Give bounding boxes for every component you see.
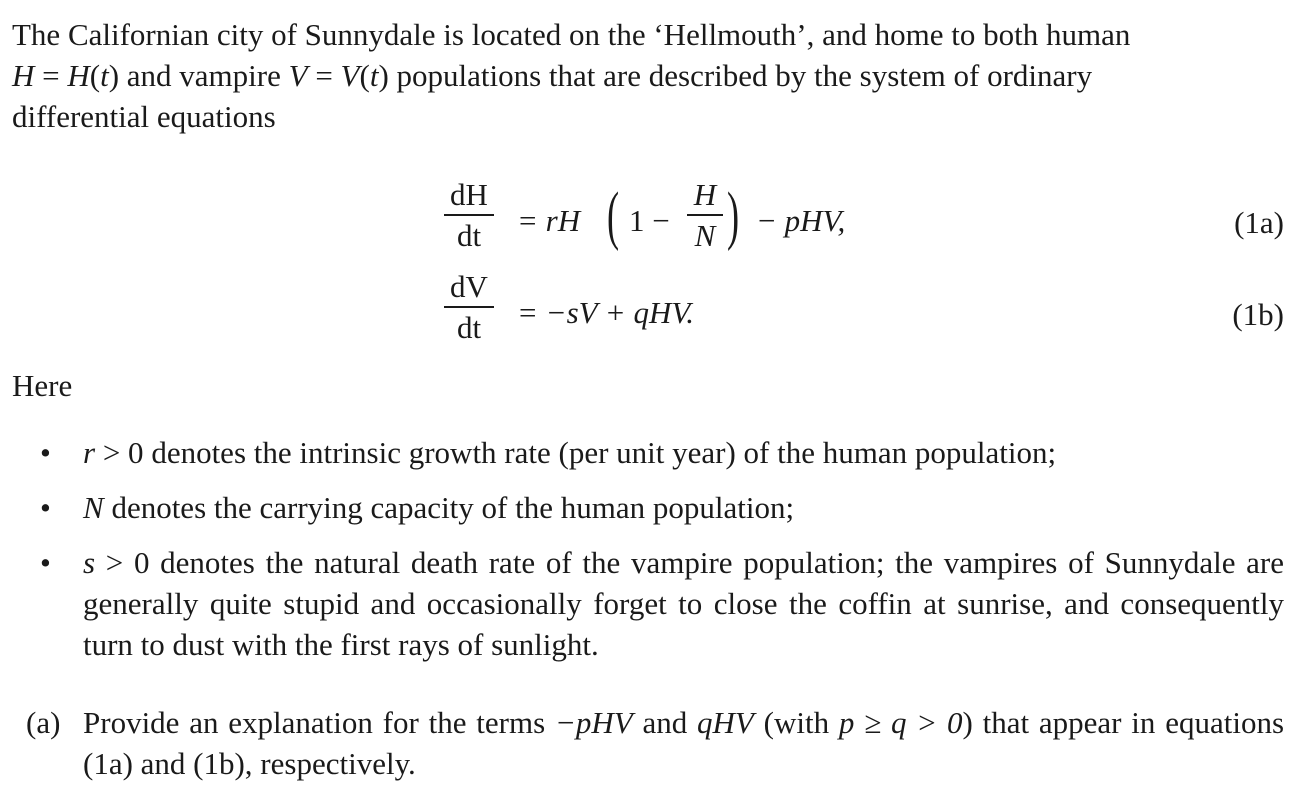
parameter-list (12, 432, 1284, 665)
rhs-expression: = −sV + qHV. (517, 295, 695, 330)
lhs-fraction-dH-dt (444, 178, 494, 253)
bullet-icon: • (40, 435, 51, 470)
right-paren: ) (726, 179, 740, 252)
bullet-icon: • (40, 545, 51, 580)
param-cond: > 0 (95, 435, 144, 470)
lhs-fraction-dV-dt (444, 270, 494, 345)
inner-one-minus: 1 − (629, 203, 670, 238)
var-V: V (340, 58, 360, 93)
param-var: N (83, 490, 104, 525)
equation-block (12, 178, 1284, 358)
inner-fraction-H-N (687, 178, 723, 253)
term-qHV: qHV (697, 705, 754, 740)
list-item (12, 542, 1284, 665)
var-V: V (288, 58, 308, 93)
fraction-bar (444, 306, 494, 308)
fraction-numerator: dH (450, 177, 488, 212)
param-text: denotes the intrinsic growth rate (per unit year) of the human population; (143, 435, 1057, 470)
fraction-numerator: H (693, 177, 717, 212)
question-text: Provide an explanation for the terms (83, 705, 555, 740)
var-H: H (12, 58, 35, 93)
intro-text: ) populations that are described by the system of ordinary (378, 58, 1093, 93)
bullet-icon: • (40, 490, 51, 525)
question-label: (a) (26, 705, 61, 740)
param-text: denotes the natural death rate of the vampire population; the vampires of Sunnydale are generally quite stupid and occasionally forget to close the coffin at sunrise, and consequently turn to dust with the first rays of sunlight. (83, 545, 1285, 662)
fraction-denominator: dt (456, 310, 482, 345)
list-item (12, 432, 1284, 473)
here-label: Here (12, 368, 73, 403)
fraction-denominator: N (694, 218, 716, 253)
param-var: s (83, 545, 96, 580)
term-condition: p ≥ q > 0 (838, 705, 963, 740)
left-paren: ( (606, 179, 620, 252)
fraction-denominator: dt (456, 218, 482, 253)
equation-1a (12, 178, 1284, 268)
equation-number-1b: (1b) (1232, 297, 1284, 332)
term-pHV: −pHV (554, 705, 633, 740)
paren: ( (359, 58, 370, 93)
question-body (83, 702, 1284, 784)
question-text: (with (753, 705, 839, 740)
question-text: ) that appear in equations (1a) and (1b), respectively. (83, 705, 1285, 781)
paren: ( (89, 58, 101, 93)
question-text: and (632, 705, 698, 740)
equals-sign: = (34, 58, 68, 93)
fraction-numerator: dV (450, 269, 488, 304)
var-t: t (369, 58, 379, 93)
question-a (26, 702, 1284, 784)
intro-paragraph (12, 14, 1284, 137)
fraction-bar (444, 214, 494, 216)
list-item (12, 487, 1284, 528)
rhs-suffix: − pHV, (756, 203, 846, 238)
intro-text: ) and vampire (108, 58, 289, 93)
equals-sign: = (307, 58, 341, 93)
param-text: denotes the carrying capacity of the human population; (103, 490, 795, 525)
fraction-bar (687, 214, 723, 216)
param-var: r (83, 435, 96, 470)
document-page (12, 14, 1285, 781)
equation-number-1a: (1a) (1234, 205, 1284, 240)
equation-1b (12, 270, 1284, 360)
param-cond: > 0 (95, 545, 150, 580)
rhs-prefix: = rH (517, 203, 581, 238)
intro-line-3: differential equations (12, 99, 276, 134)
var-t: t (100, 58, 109, 93)
intro-line-1: The Californian city of Sunnydale is located on the ‘Hellmouth’, and home to both human (12, 17, 1131, 52)
var-H: H (67, 58, 90, 93)
